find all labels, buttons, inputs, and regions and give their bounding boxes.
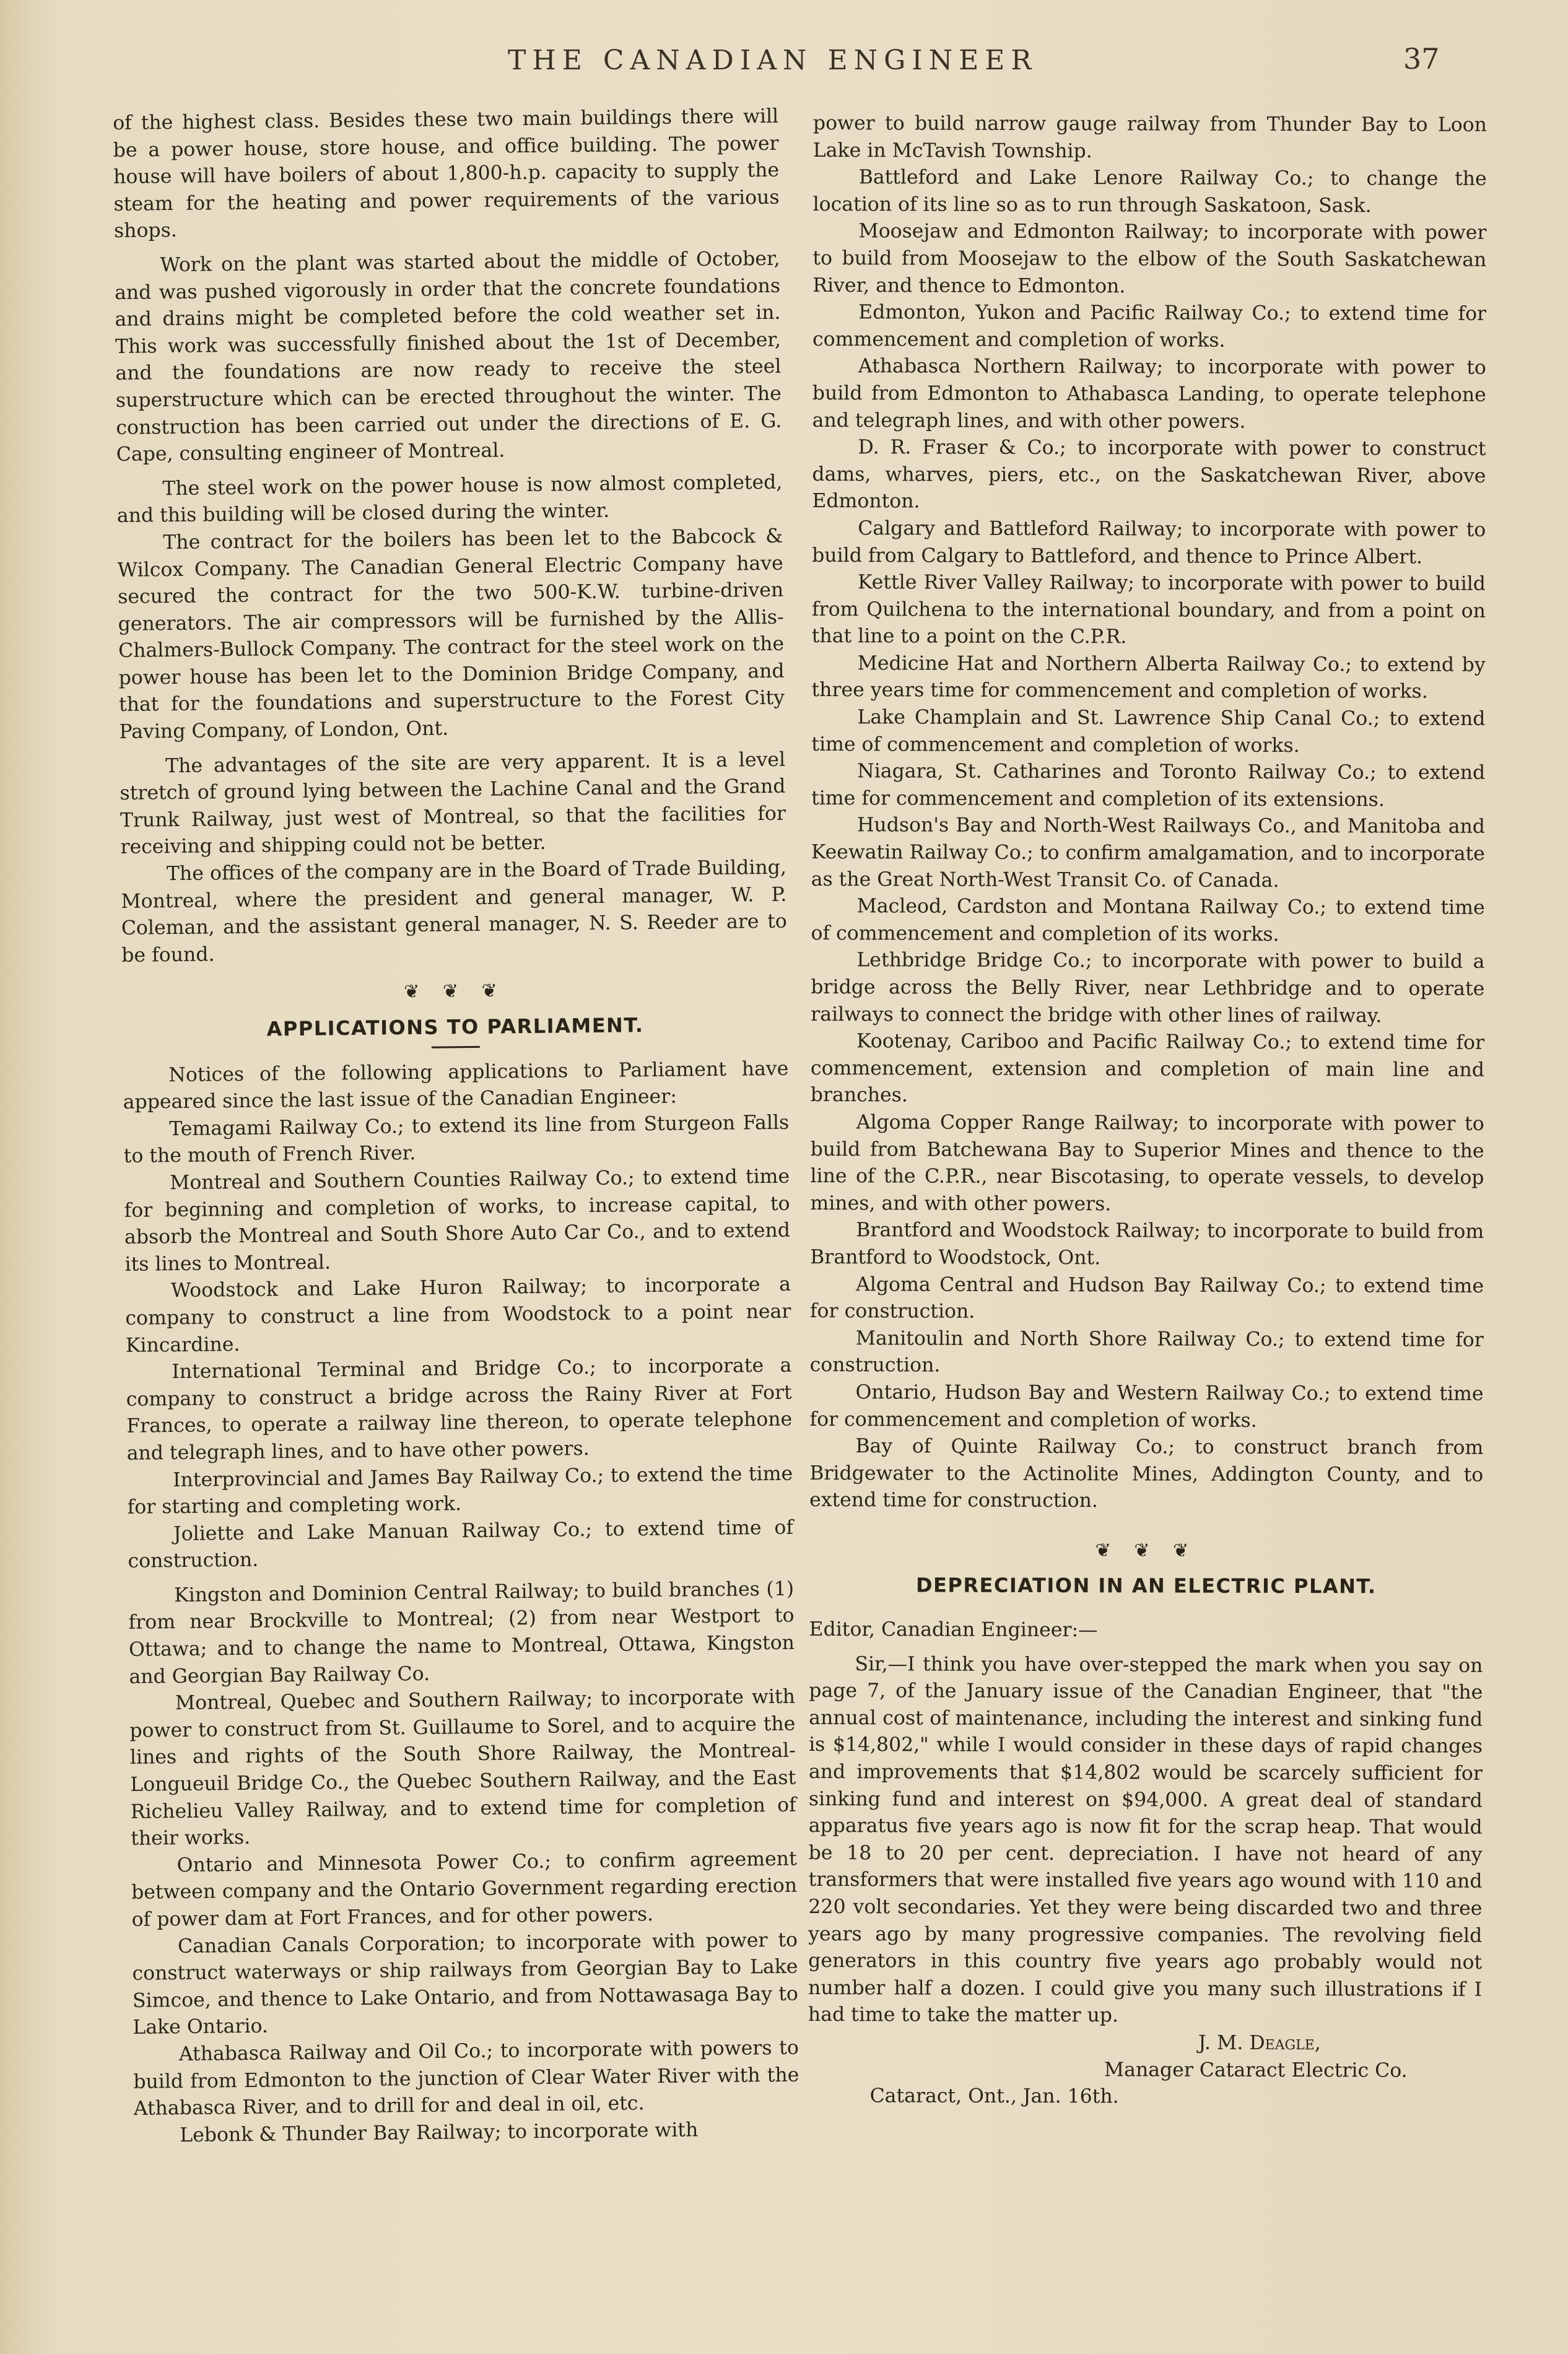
application-item: Montreal and Southern Counties Railway Co.; to extend time for beginning and completion of works, to increase capital, to absorb the Montreal and South Shore Auto Car Co., and to extend its lines to Montreal. — [124, 1165, 791, 1276]
application-item: Athabasca Railway and Oil Co.; to incorporate with powers to build from Edmonton to the junction of Clear Water River with the Athabasca River, and to drill for and deal in oil, etc. — [133, 2036, 799, 2120]
application-item: Hudson's Bay and North-West Railways Co., and Manitoba and Keewatin Railway Co.; to confirm amalgamation, and to incorporate as the Great North-West Transit Co. of Canada. — [811, 814, 1486, 892]
section-heading-applications: APPLICATIONS TO PARLIAMENT. — [266, 1013, 644, 1041]
application-item: Kootenay, Cariboo and Pacific Railway Co.; to extend time for commencement, extension and completion of main line and branches. — [810, 1030, 1485, 1107]
article-paragraph: The offices of the company are in the Board of Trade Building, Montreal, where the president and general manager, W. P. Coleman, and the assistant general manager, N. S. Reeder are to be found. — [121, 856, 787, 967]
running-head — [0, 42, 1568, 82]
application-item: Macleod, Cardston and Montana Railway Co.; to extend time of commencement and completion of its works. — [811, 895, 1485, 946]
article-paragraph: of the highest class. Besides these two main buildings there will be a power house, store house, and office building. The power house will have boilers of about 1,800-h.p. capacity to supply the steam for the heating and power requirements of the various shops. — [113, 105, 780, 243]
application-item: International Terminal and Bridge Co.; to incorporate a company to construct a bridge across the Rainy River at Fort Frances, to operate a railway line thereon, to operate telephone and telegraph lines, and to have other powers. — [126, 1354, 793, 1465]
signature-name: J. M. Deagle, — [1198, 2031, 1321, 2055]
application-item: Bay of Quinte Railway Co.; to construct branch from Bridgewater to the Actinolite Mines, Addington County, and to extend time for construction. — [809, 1435, 1484, 1512]
application-item: power to build narrow gauge railway from Thunder Bay to Loon Lake in McTavish Township. — [812, 111, 1487, 162]
application-item: Battleford and Lake Lenore Railway Co.; to change the location of its line so as to run through Saskatoon, Sask. — [812, 166, 1487, 217]
application-item: Ontario and Minnesota Power Co.; to confirm agreement between company and the Ontario Government regarding erection of power dam at Fort Frances, and for other powers. — [131, 1847, 798, 1931]
application-item: Montreal, Quebec and Southern Railway; to incorporate with power to construct from St. Guillaume to Sorel, and to acquire the lines and rights of the South Shore Railway, the Montreal-Longueuil Bridge Co., the Quebec Southern Railway, and the East Richelieu Valley Railway, and to extend time for completion of their works. — [129, 1685, 796, 1851]
application-item: Kingston and Dominion Central Railway; to build branches (1) from near Brockville to Montreal; (2) from near Westport to Ottawa; and to change the name to Montreal, Ottawa, Kingston and Georgian Bay Railway Co. — [128, 1577, 795, 1688]
application-item: Lake Champlain and St. Lawrence Ship Canal Co.; to extend time of commencement and completion of works. — [811, 706, 1486, 757]
application-item: Joliette and Lake Manuan Railway Co.; to extend time of construction. — [128, 1516, 794, 1573]
application-item: Edmonton, Yukon and Pacific Railway Co.; to extend time for commencement and completion of works. — [812, 301, 1487, 352]
section-ornament: ❦ ❦ ❦ — [1095, 1540, 1198, 1562]
application-item: Temagami Railway Co.; to extend its line from Sturgeon Falls to the mouth of French River. — [123, 1111, 790, 1168]
article-paragraph: The advantages of the site are very apparent. It is a level stretch of ground lying between the Lachine Canal and the Grand Trunk Railway, just west of Montreal, so that the facilities for receiving and shipping could not be better. — [120, 748, 786, 859]
article-paragraph: The contract for the boilers has been let to the Babcock & Wilcox Company. The Canadian General Electric Company have secured the contract for the two 500-K.W. turbine-driven generators. The air compressors will be furnished by the Allis-Chalmers-Bullock Company. The contract for the steel work on the power house has been let to the Dominion Bridge Company, and that for the foundations and superstructure to the Forest City Paving Company, of London, Ont. — [117, 525, 785, 744]
application-item: Canadian Canals Corporation; to incorporate with power to construct waterways or ship railways from Georgian Bay to Lake Simcoe, and thence to Lake Ontario, and from Nottawasaga Bay to Lake Ontario. — [132, 1929, 799, 2039]
application-item: Calgary and Battleford Railway; to incorporate with power to build from Calgary to Battleford, and thence to Prince Albert. — [812, 517, 1486, 569]
application-item: Lebonk & Thunder Bay Railway; to incorporate with — [180, 2119, 699, 2147]
section-ornament: ❦ ❦ ❦ — [404, 980, 506, 1003]
signature-place: Cataract, Ont., Jan. 16th. — [869, 2085, 1119, 2108]
left-column — [113, 103, 799, 2150]
application-item: Athabasca Northern Railway; to incorporate with power to build from Edmonton to Athabasca Landing, to operate telephone and telegraph lines, and with other powers. — [812, 355, 1486, 433]
article-paragraph: The steel work on the power house is now almost completed, and this building will be closed during the winter. — [116, 471, 783, 528]
application-item: Manitoulin and North Shore Railway Co.; to extend time for construction. — [809, 1327, 1484, 1377]
application-item: Moosejaw and Edmonton Railway; to incorporate with power to build from Moosejaw to the elbow of the South Saskatchewan River, and thence to Edmonton. — [812, 220, 1487, 297]
letter-body: Sir,—I think you have over-stepped the mark when you say on page 7, of the January issue of the Canadian Engineer, that "the annual cost of maintenance, including the interest and sinking fund is $14,802," while I would consider in these days of rapid changes and improvements that $14,802 would be scarcely sufficient for sinking fund and interest on $94,000. A great deal of standard apparatus five years ago is now fit for the scrap heap. That would be 18 to 20 per cent. depreciation. I have not heard of any transformers that were installed five years ago wound with 110 and 220 volt secondaries. Yet they were being discarded two and three years ago by many progressive companies. The revolving field generators in this country five years ago probably would not number half a dozen. I could give you many such illustrations if I had time to take the matter up. — [808, 1652, 1483, 2027]
section-heading-depreciation: DEPRECIATION IN AN ELECTRIC PLANT. — [915, 1573, 1377, 1598]
application-item: Algoma Central and Hudson Bay Railway Co.; to extend time for construction. — [809, 1273, 1484, 1323]
heading-rule — [431, 1045, 479, 1048]
application-item: Ontario, Hudson Bay and Western Railway Co.; to extend time for commencement and completion of works. — [809, 1381, 1484, 1432]
application-item: Brantford and Woodstock Railway; to incorporate to build from Brantford to Woodstock, Ont. — [810, 1219, 1484, 1270]
page-number: 37 — [1403, 42, 1440, 76]
running-title: THE CANADIAN ENGINEER — [508, 45, 1038, 76]
application-item: Algoma Copper Range Railway; to incorporate with power to build from Batchewana Bay to Superior Mines and thence to the line of the C.P.R., near Biscotasing, to operate vessels, to develop mines, and with other powers. — [810, 1111, 1484, 1216]
right-column — [808, 110, 1487, 2112]
application-item: Medicine Hat and Northern Alberta Railway Co.; to extend by three years time for commencement and completion of works. — [811, 652, 1486, 704]
application-item: Interprovincial and James Bay Railway Co.; to extend the time for starting and completing work. — [127, 1462, 793, 1519]
application-item: Woodstock and Lake Huron Railway; to incorporate a company to construct a line from Woodstock to a point near Kincardine. — [125, 1273, 791, 1357]
application-item: Kettle River Valley Railway; to incorporate with power to build from Quilchena to the international boundary, and from a point on that line to a point on the C.P.R. — [811, 571, 1486, 648]
signature-title: Manager Cataract Electric Co. — [1104, 2058, 1408, 2082]
application-item: D. R. Fraser & Co.; to incorporate with power to construct dams, wharves, piers, etc., on the Saskatchewan River, above Edmonton. — [812, 436, 1486, 513]
application-item: Notices of the following applications to Parliament have appeared since the last issue of the Canadian Engineer: — [123, 1057, 789, 1114]
application-item: Niagara, St. Catharines and Toronto Railway Co.; to extend time for commencement and completion of its extensions. — [811, 760, 1486, 811]
article-paragraph: Work on the plant was started about the middle of October, and was pushed vigorously in order that the concrete foundations and drains might be completed before the cold weather set in. This work was successfully finished about the 1st of December, and the foundations are now ready to receive the steel superstructure which can be erected throughout the winter. The construction has been carried out under the directions of E. G. Cape, consulting engineer of Montreal. — [114, 247, 782, 466]
application-item: Lethbridge Bridge Co.; to incorporate with power to build a bridge across the Belly River, near Lethbridge and to operate railways to connect the bridge with other lines of railway. — [811, 949, 1485, 1027]
letter-salutation: Editor, Canadian Engineer:— — [809, 1618, 1098, 1642]
